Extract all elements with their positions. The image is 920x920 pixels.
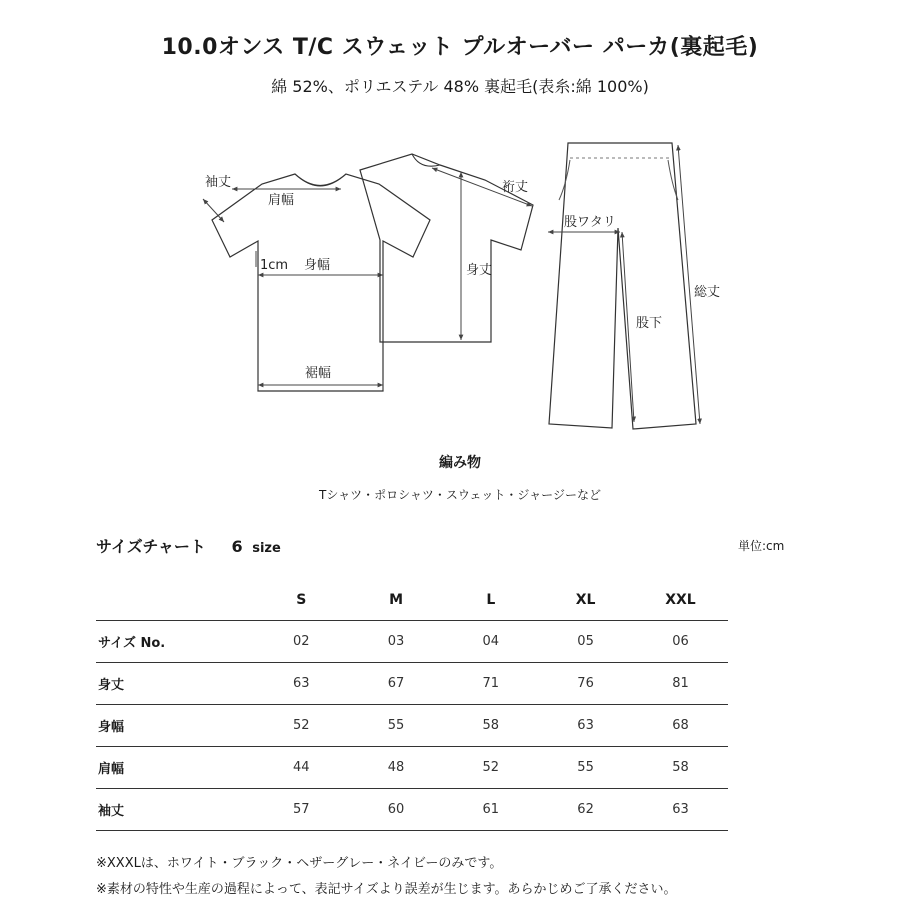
table-cell: 04 [443,621,538,663]
table-header-row [96,579,728,621]
table-header-cell: XXL [633,579,728,621]
table-cell: 60 [349,789,444,831]
label-shoulder-width: 肩幅 [268,193,295,208]
knit-title: 編み物 [439,455,481,471]
table-cell: 68 [633,705,728,747]
table-header-cell: XL [538,579,633,621]
unit-label: 単位:cm [738,539,785,553]
table-cell: 62 [538,789,633,831]
table-cell: 58 [443,705,538,747]
table-cell: 03 [349,621,444,663]
row-label: 袖丈 [96,789,254,831]
table-cell: 05 [538,621,633,663]
table-row [96,621,728,663]
label-body-length: 身丈 [466,263,493,278]
label-inseam: 股下 [636,316,663,331]
table-cell: 81 [633,663,728,705]
table-header-cell [96,579,254,621]
label-total-length: 総丈 [694,285,721,300]
garment-diagram [0,130,920,440]
table-row [96,747,728,789]
table-cell: 63 [633,789,728,831]
table-cell: 55 [349,705,444,747]
table-cell: 52 [443,747,538,789]
table-cell: 48 [349,747,444,789]
note-xxxl: ※XXXLは、ホワイト・ブラック・ヘザーグレー・ネイビーのみです。 [96,856,503,871]
page-title: 10.0オンス T/C スウェット プルオーバー パーカ(裏起毛) [161,35,759,60]
row-label: 身幅 [96,705,254,747]
row-label: 身丈 [96,663,254,705]
table-cell: 06 [633,621,728,663]
table-cell: 71 [443,663,538,705]
label-sleeve-length: 袖丈 [205,175,232,190]
table-cell: 44 [254,747,349,789]
table-cell: 02 [254,621,349,663]
table-cell: 61 [443,789,538,831]
tshirt-front-outline [212,174,430,391]
table-row [96,663,728,705]
table-cell: 63 [254,663,349,705]
table-cell: 58 [633,747,728,789]
label-body-width: 身幅 [304,258,331,273]
table-header-cell: L [443,579,538,621]
table-cell: 55 [538,747,633,789]
row-label: 肩幅 [96,747,254,789]
inseam-arrow [622,232,634,422]
table-cell: 52 [254,705,349,747]
label-yuki-length: 裄丈 [502,180,529,195]
size-chart-title [96,534,281,557]
label-hem-width: 裾幅 [305,366,332,381]
table-row [96,705,728,747]
row-label: サイズ No. [96,621,254,663]
size-table [96,579,728,831]
size-chart-heading: サイズチャート [96,537,206,556]
table-cell: 67 [349,663,444,705]
label-one-cm: 1cm [260,258,289,273]
pants-outline [549,143,696,429]
table-row [96,789,728,831]
note-tolerance: ※素材の特性や生産の過程によって、表記サイズより誤差が生じます。あらかじめご了承ください。 [96,882,677,897]
table-header-cell: M [349,579,444,621]
table-cell: 63 [538,705,633,747]
tshirt-neckband [300,178,341,186]
table-cell: 57 [254,789,349,831]
knit-subtitle: Tシャツ・ポロシャツ・スウェット・ジャージーなど [319,488,601,502]
material-subtitle: 綿 52%、ポリエステル 48% 裏起毛(表糸:綿 100%) [271,77,649,96]
size-word: size [252,541,281,556]
table-cell: 76 [538,663,633,705]
label-rise: 股ワタリ [564,215,616,230]
table-header-cell: S [254,579,349,621]
size-count: 6 [231,537,243,556]
